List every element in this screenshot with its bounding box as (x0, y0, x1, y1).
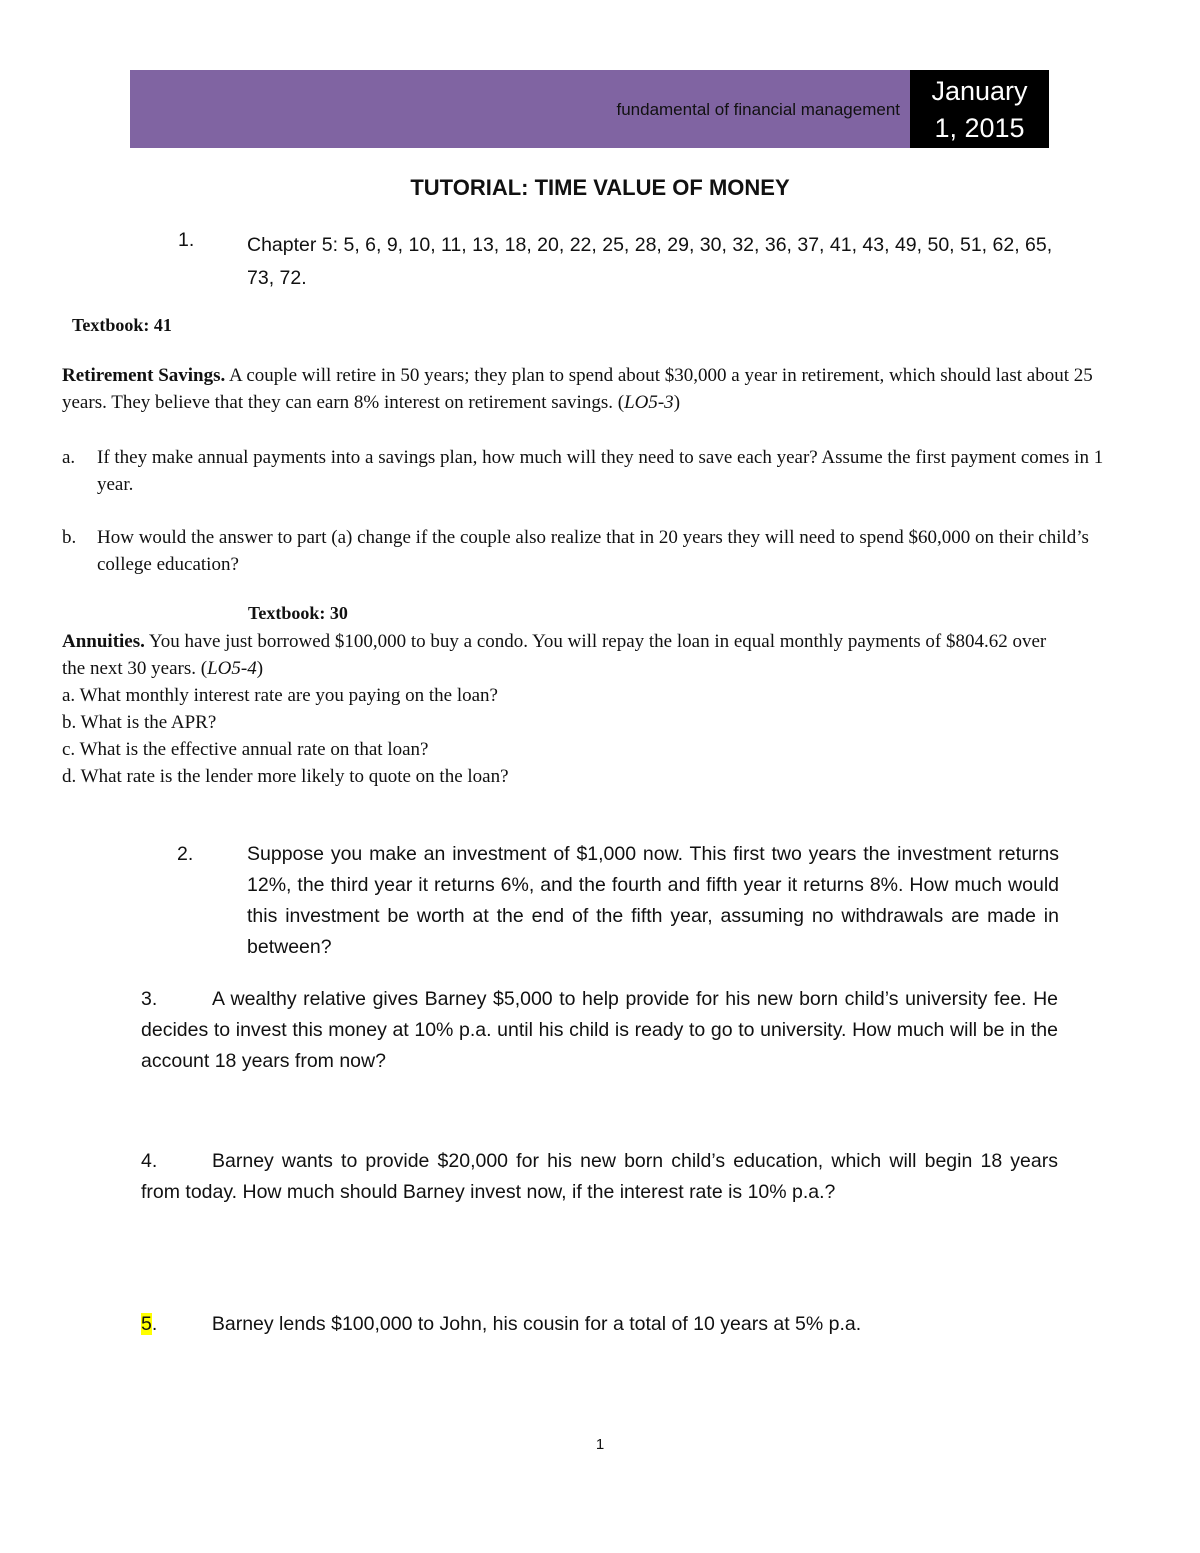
textbook-30-label: Textbook: 30 (248, 603, 348, 623)
question-3 (141, 984, 1058, 1077)
page-title: TUTORIAL: TIME VALUE OF MONEY (410, 175, 790, 200)
header-date-line1: January (931, 76, 1028, 106)
annuities-item-b: b. What is the APR? (62, 712, 217, 733)
annuities-lo: LO5-4 (207, 658, 257, 679)
question-5 (141, 1309, 1058, 1340)
annuities-close: ) (256, 658, 264, 679)
page-number: 1 (595, 1436, 605, 1453)
header-course-title: fundamental of financial management (616, 100, 900, 119)
annuities-item-c: c. What is the effective annual rate on that loan? (62, 739, 429, 760)
retirement-savings-lo: LO5-3 (624, 392, 674, 413)
question-4 (141, 1146, 1058, 1208)
question-3-number: 3. (141, 988, 158, 1010)
question-1-number: 1. (178, 229, 195, 251)
annuities-item-d: d. What rate is the lender more likely to quote on the loan? (62, 766, 509, 787)
question-5-number-highlight: 5 (141, 1313, 152, 1335)
textbook-41-label: Textbook: 41 (72, 315, 172, 335)
annuities-list (62, 682, 1072, 790)
question-4-text: Barney wants to provide $20,000 for his new born child’s education, which will begin 18 years from today. How much should Barney invest now, if the interest rate is 10% p.a.? (141, 1150, 1058, 1203)
part-b-mark: b. (62, 527, 77, 548)
retirement-savings-close: ) (673, 392, 681, 413)
retirement-savings-heading: Retirement Savings. (62, 365, 226, 386)
retirement-savings-paragraph (62, 362, 1122, 416)
question-2-text: Suppose you make an investment of $1,000 now. This first two years the investment returns 12%, the third year it returns 6%, and the fourth and fifth year it returns 8%. How much would this investment be worth at the end of the fifth year, assuming no withdrawals are made in between? (247, 843, 1059, 958)
question-2-number: 2. (177, 843, 194, 865)
question-5-text: Barney lends $100,000 to John, his cousin for a total of 10 years at 5% p.a. (211, 1313, 862, 1335)
annuities-heading: Annuities. (62, 631, 145, 652)
header-date (910, 73, 1049, 147)
header-date-line2: 1, 2015 (934, 113, 1025, 143)
question-5-dot: . (151, 1313, 158, 1335)
annuities-body: You have just borrowed $100,000 to buy a condo. You will repay the loan in equal monthly payments of $804.62 over the next 30 years. ( (62, 631, 1047, 679)
part-a-mark: a. (62, 447, 76, 468)
part-a-text: If they make annual payments into a savings plan, how much will they need to save each year? Assume the first payment comes in 1 year. (97, 447, 1104, 495)
question-4-number: 4. (141, 1150, 158, 1172)
retirement-savings-body: A couple will retire in 50 years; they plan to spend about $30,000 a year in retirement, which should last about 25 years. They believe that they can earn 8% interest on retirement savings. ( (62, 365, 1093, 413)
question-3-text: A wealthy relative gives Barney $5,000 to help provide for his new born child’s university fee. He decides to invest this money at 10% p.a. until his child is ready to go to university. How much will be in the account 18 years from now? (141, 988, 1058, 1072)
part-b-text: How would the answer to part (a) change if the couple also realize that in 20 years they will need to spend $60,000 on their child’s college education? (97, 527, 1089, 575)
question-1-text: Chapter 5: 5, 6, 9, 10, 11, 13, 18, 20, 22, 25, 28, 29, 30, 32, 36, 37, 41, 43, 49, 50, 51, 62, 65, 73, 72. (247, 234, 1053, 289)
annuities-paragraph (62, 628, 1072, 682)
annuities-item-a: a. What monthly interest rate are you paying on the loan? (62, 685, 498, 706)
